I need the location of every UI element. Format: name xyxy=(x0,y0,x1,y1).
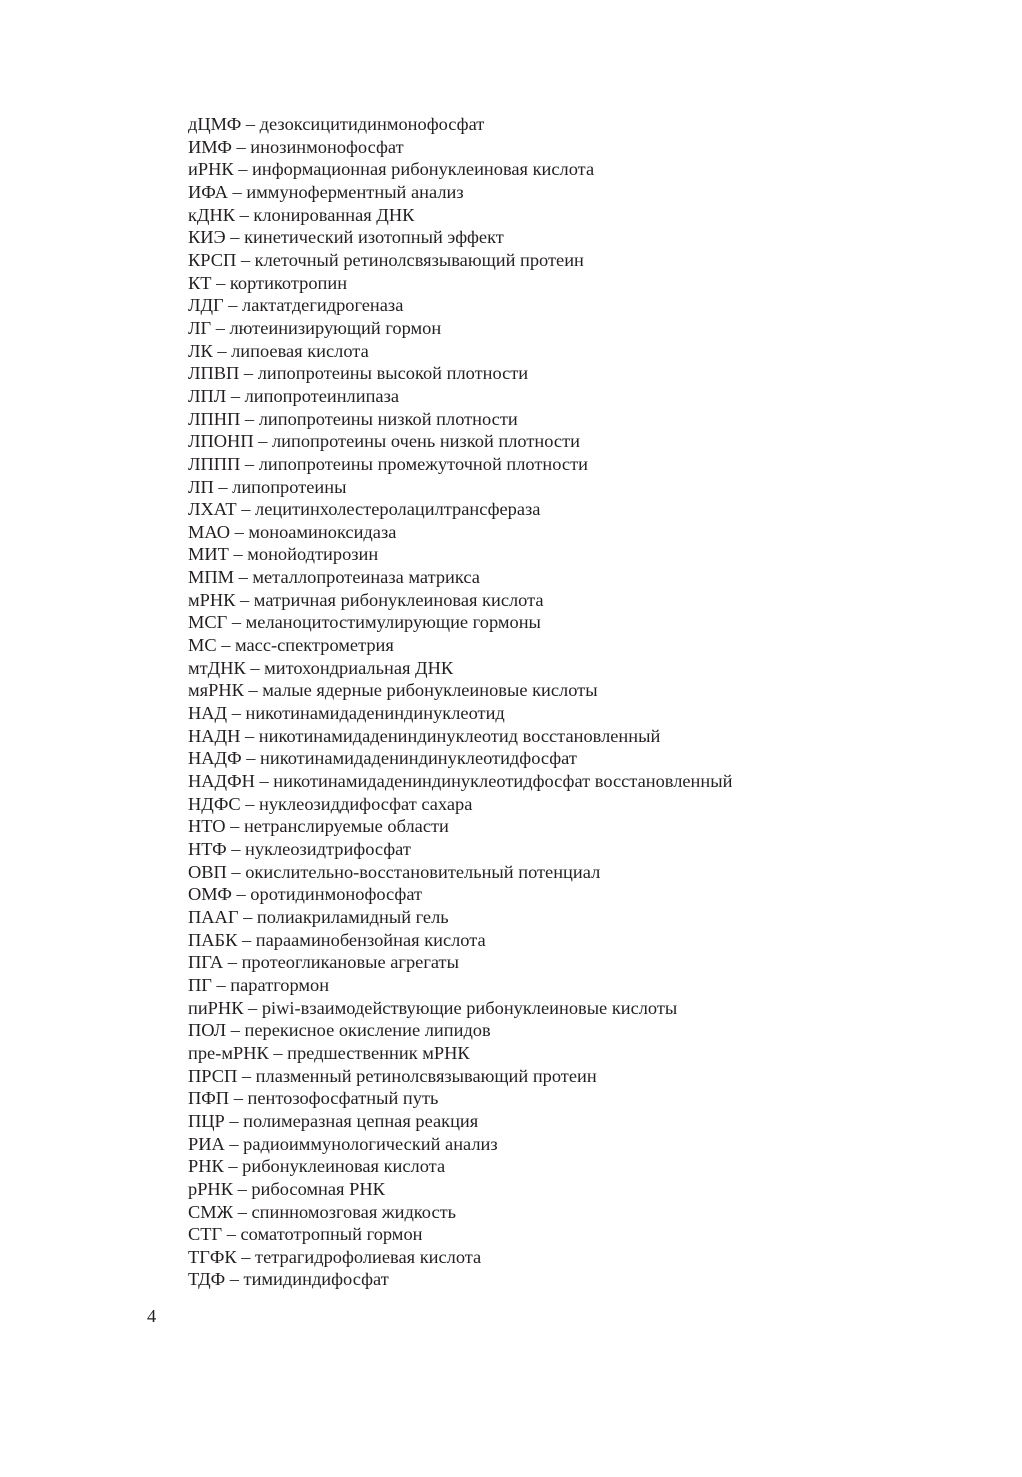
abbreviation-entry: иРНК – информационная рибонуклеиновая кислота xyxy=(188,159,595,180)
abbreviation-entry: КИЭ – кинетический изотопный эффект xyxy=(188,227,504,248)
abbreviation-entry: МАО – моноаминоксидаза xyxy=(188,521,397,542)
abbreviation-entry: МИТ – монойодтирозин xyxy=(188,544,379,565)
abbreviation-entry: ПОЛ – перекисное окисление липидов xyxy=(188,1020,491,1041)
abbreviation-entry: ЛППП – липопротеины промежуточной плотности xyxy=(188,453,588,474)
abbreviation-entry: НТФ – нуклеозидтрифосфат xyxy=(188,839,411,859)
abbreviation-list xyxy=(188,113,732,1291)
abbreviation-entry: ПЦР – полимеразная цепная реакция xyxy=(188,1110,479,1131)
abbreviation-entry: МСГ – меланоцитостимулирующие гормоны xyxy=(188,612,541,633)
abbreviation-entry: НАДН – никотинамидадениндинуклеотид восстановленный xyxy=(188,725,661,746)
abbreviation-entry: пре-мРНК – предшественник мРНК xyxy=(188,1042,470,1063)
abbreviation-entry: дЦМФ – дезоксицитидинмонофосфат xyxy=(188,114,485,134)
abbreviation-entry: НАДФН – никотинамидадениндинуклеотидфосфат восстановленный xyxy=(188,771,733,792)
page-number: 4 xyxy=(147,1306,157,1326)
abbreviation-entry: НАДФ – никотинамидадениндинуклеотидфосфат xyxy=(188,748,577,769)
abbreviation-entry: ПФП – пентозофосфатный путь xyxy=(188,1088,439,1109)
abbreviation-entry: КТ – кортикотропин xyxy=(188,272,348,293)
abbreviation-entry: ЛПОНП – липопротеины очень низкой плотности xyxy=(188,431,580,452)
abbreviation-entry: ЛГ – лютеинизирующий гормон xyxy=(188,317,442,338)
abbreviation-entry: кДНК – клонированная ДНК xyxy=(188,204,415,225)
abbreviation-entry: рРНК – рибосомная РНК xyxy=(188,1178,385,1199)
abbreviation-entry: ПГ – паратгормон xyxy=(188,974,330,995)
abbreviation-entry: ОМФ – оротидинмонофосфат xyxy=(188,884,423,905)
abbreviation-entry: ПГА – протеогликановые агрегаты xyxy=(188,952,459,973)
abbreviation-entry: ОВП – окислительно-восстановительный потенциал xyxy=(188,861,601,882)
abbreviation-entry: мРНК – матричная рибонуклеиновая кислота xyxy=(188,589,544,610)
abbreviation-entry: МС – масс-спектрометрия xyxy=(188,635,394,656)
abbreviation-entry: ЛПНП – липопротеины низкой плотности xyxy=(188,408,518,429)
abbreviation-entry: НДФС – нуклеозиддифосфат сахара xyxy=(188,793,473,814)
abbreviation-entry: ИФА – иммуноферментный анализ xyxy=(188,181,464,202)
abbreviation-entry: ЛХАТ – лецитинхолестеролацилтрансфераза xyxy=(188,499,541,520)
abbreviation-entry: МПМ – металлопротеиназа матрикса xyxy=(188,567,480,588)
abbreviation-entry: пиРНК – piwi-взаимодействующие рибонуклеиновые кислоты xyxy=(188,997,678,1018)
abbreviation-entry: КРСП – клеточный ретинолсвязывающий протеин xyxy=(188,249,584,270)
abbreviation-entry: ЛПВП – липопротеины высокой плотности xyxy=(188,363,529,384)
abbreviation-entry: ТГФК – тетрагидрофолиевая кислота xyxy=(188,1246,482,1267)
abbreviation-entry: ПААГ – полиакриламидный гель xyxy=(188,906,449,927)
abbreviation-entry: ТДФ – тимидиндифосфат xyxy=(188,1269,389,1290)
abbreviation-entry: НАД – никотинамидадениндинуклеотид xyxy=(188,703,505,724)
abbreviation-entry: ЛПЛ – липопротеинлипаза xyxy=(188,385,399,406)
abbreviation-entry: РИА – радиоиммунологический анализ xyxy=(188,1133,498,1154)
abbreviation-entry: НТО – нетранслируемые области xyxy=(188,816,449,837)
abbreviation-entry: ПРСП – плазменный ретинолсвязывающий протеин xyxy=(188,1065,597,1086)
abbreviation-entry: мтДНК – митохондриальная ДНК xyxy=(188,657,454,678)
abbreviation-entry: ЛК – липоевая кислота xyxy=(188,340,369,361)
abbreviation-entry: ИМФ – инозинмонофосфат xyxy=(188,136,404,157)
abbreviation-entry: РНК – рибонуклеиновая кислота xyxy=(188,1156,446,1177)
abbreviation-entry: мяРНК – малые ядерные рибонуклеиновые кислоты xyxy=(188,680,598,701)
abbreviation-entry: ПАБК – парааминобензойная кислота xyxy=(188,929,486,950)
abbreviation-entry: СМЖ – спинномозговая жидкость xyxy=(188,1201,457,1222)
abbreviation-entry: ЛДГ – лактатдегидрогеназа xyxy=(188,295,404,316)
abbreviation-entry: СТГ – соматотропный гормон xyxy=(188,1224,423,1245)
abbreviation-entry: ЛП – липопротеины xyxy=(188,476,347,497)
